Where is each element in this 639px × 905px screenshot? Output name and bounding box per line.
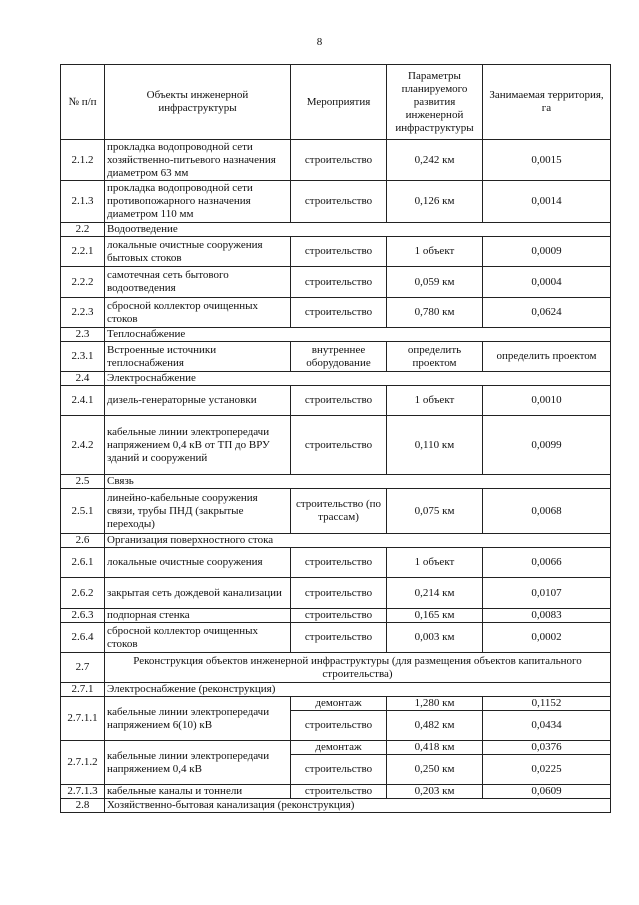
cell-param: 1 объект [387,386,483,416]
cell-num: 2.7.1.3 [61,785,105,799]
cell-num: 2.2.3 [61,298,105,328]
cell-area: 0,0083 [483,609,611,623]
section-title: Организация поверхностного стока [105,534,611,548]
table-row [61,697,611,711]
cell-param: 1,280 км [387,697,483,711]
cell-area: 0,0014 [483,181,611,223]
section-title: Водоотведение [105,223,611,237]
table-row [61,548,611,578]
cell-num: 2.3.1 [61,342,105,372]
cell-param: определить проектом [387,342,483,372]
cell-object: линейно-кабельные сооружения связи, трубы ПНД (закрытые переходы) [105,489,291,534]
section-row [61,653,611,683]
section-title: Электроснабжение [105,372,611,386]
section-num: 2.2 [61,223,105,237]
cell-area: 0,0624 [483,298,611,328]
cell-action: демонтаж [291,697,387,711]
cell-action: строительство [291,755,387,785]
cell-object: сбросной коллектор очищенных стоков [105,298,291,328]
cell-area: 0,0002 [483,623,611,653]
header-num: № п/п [61,65,105,140]
cell-action: демонтаж [291,741,387,755]
cell-num: 2.5.1 [61,489,105,534]
cell-param: 0,250 км [387,755,483,785]
cell-action: строительство [291,609,387,623]
cell-object: локальные очистные сооружения бытовых стоков [105,237,291,267]
cell-action: строительство (по трассам) [291,489,387,534]
cell-action: строительство [291,181,387,223]
cell-object: закрытая сеть дождевой канализации [105,578,291,609]
table-row [61,181,611,223]
cell-object: прокладка водопроводной сети хозяйственно-питьевого назначения диаметром 63 мм [105,140,291,181]
cell-area: 0,0099 [483,416,611,475]
table-row [61,578,611,609]
cell-area: 0,0225 [483,755,611,785]
table-row [61,298,611,328]
cell-area: 0,0015 [483,140,611,181]
header-action: Мероприятия [291,65,387,140]
section-row [61,223,611,237]
cell-area: определить проектом [483,342,611,372]
cell-object: дизель-генераторные установки [105,386,291,416]
cell-area: 0,0609 [483,785,611,799]
section-num: 2.6 [61,534,105,548]
table-row [61,785,611,799]
cell-param: 0,003 км [387,623,483,653]
table-row [61,237,611,267]
cell-action: строительство [291,140,387,181]
header-row [61,65,611,140]
section-num: 2.8 [61,799,105,813]
cell-num: 2.6.3 [61,609,105,623]
section-num: 2.5 [61,475,105,489]
cell-object: прокладка водопроводной сети противопожарного назначения диаметром 110 мм [105,181,291,223]
cell-num: 2.7.1.1 [61,697,105,741]
header-object: Объекты инженерной инфраструктуры [105,65,291,140]
table-row [61,623,611,653]
cell-param: 0,482 км [387,711,483,741]
section-row [61,799,611,813]
header-params: Параметры планируемого развития инженерной инфраструктуры [387,65,483,140]
cell-area: 0,0009 [483,237,611,267]
section-num: 2.7 [61,653,105,683]
table-row [61,342,611,372]
table-row [61,267,611,298]
cell-object: локальные очистные сооружения [105,548,291,578]
cell-param: 0,059 км [387,267,483,298]
cell-object: кабельные каналы и тоннели [105,785,291,799]
cell-object: сбросной коллектор очищенных стоков [105,623,291,653]
cell-action: строительство [291,623,387,653]
cell-area: 0,0434 [483,711,611,741]
cell-action: строительство [291,548,387,578]
cell-object: кабельные линии электропередачи напряжением 0,4 кВ [105,741,291,785]
table-row [61,741,611,755]
cell-object: кабельные линии электропередачи напряжением 0,4 кВ от ТП до ВРУ зданий и сооружений [105,416,291,475]
table-row [61,386,611,416]
section-row [61,475,611,489]
section-row [61,328,611,342]
cell-param: 0,203 км [387,785,483,799]
cell-object: подпорная стенка [105,609,291,623]
cell-param: 0,214 км [387,578,483,609]
cell-param: 0,165 км [387,609,483,623]
cell-num: 2.6.1 [61,548,105,578]
cell-action: строительство [291,237,387,267]
header-area: Занимаемая территория, га [483,65,611,140]
cell-area: 0,0066 [483,548,611,578]
cell-param: 0,126 км [387,181,483,223]
section-num: 2.3 [61,328,105,342]
cell-action: строительство [291,785,387,799]
section-title: Реконструкция объектов инженерной инфраструктуры (для размещения объектов капитального строительства) [105,653,611,683]
cell-param: 0,242 км [387,140,483,181]
cell-area: 0,0068 [483,489,611,534]
cell-object: кабельные линии электропередачи напряжением 6(10) кВ [105,697,291,741]
table-row [61,140,611,181]
cell-action: внутреннее оборудование [291,342,387,372]
cell-num: 2.4.1 [61,386,105,416]
cell-num: 2.7.1.2 [61,741,105,785]
cell-object: Встроенные источники теплоснабжения [105,342,291,372]
cell-action: строительство [291,386,387,416]
cell-action: строительство [291,416,387,475]
cell-num: 2.2.2 [61,267,105,298]
cell-object: самотечная сеть бытового водоотведения [105,267,291,298]
cell-param: 0,075 км [387,489,483,534]
page-number: 8 [316,36,323,48]
infrastructure-table [60,64,611,813]
cell-param: 1 объект [387,237,483,267]
cell-param: 0,110 км [387,416,483,475]
cell-action: строительство [291,267,387,298]
cell-param: 0,418 км [387,741,483,755]
section-row [61,534,611,548]
cell-area: 0,1152 [483,697,611,711]
section-num: 2.4 [61,372,105,386]
cell-num: 2.6.2 [61,578,105,609]
section-title: Электроснабжение (реконструкция) [105,683,611,697]
section-title: Хозяйственно-бытовая канализация (реконструкция) [105,799,611,813]
table-row [61,416,611,475]
table-row [61,489,611,534]
cell-area: 0,0004 [483,267,611,298]
cell-area: 0,0376 [483,741,611,755]
cell-action: строительство [291,711,387,741]
cell-area: 0,0107 [483,578,611,609]
cell-action: строительство [291,578,387,609]
cell-param: 1 объект [387,548,483,578]
table-row [61,609,611,623]
cell-num: 2.1.3 [61,181,105,223]
cell-area: 0,0010 [483,386,611,416]
cell-param: 0,780 км [387,298,483,328]
section-num: 2.7.1 [61,683,105,697]
cell-num: 2.6.4 [61,623,105,653]
cell-num: 2.2.1 [61,237,105,267]
section-title: Связь [105,475,611,489]
section-title: Теплоснабжение [105,328,611,342]
section-row [61,372,611,386]
cell-action: строительство [291,298,387,328]
cell-num: 2.4.2 [61,416,105,475]
section-row [61,683,611,697]
cell-num: 2.1.2 [61,140,105,181]
